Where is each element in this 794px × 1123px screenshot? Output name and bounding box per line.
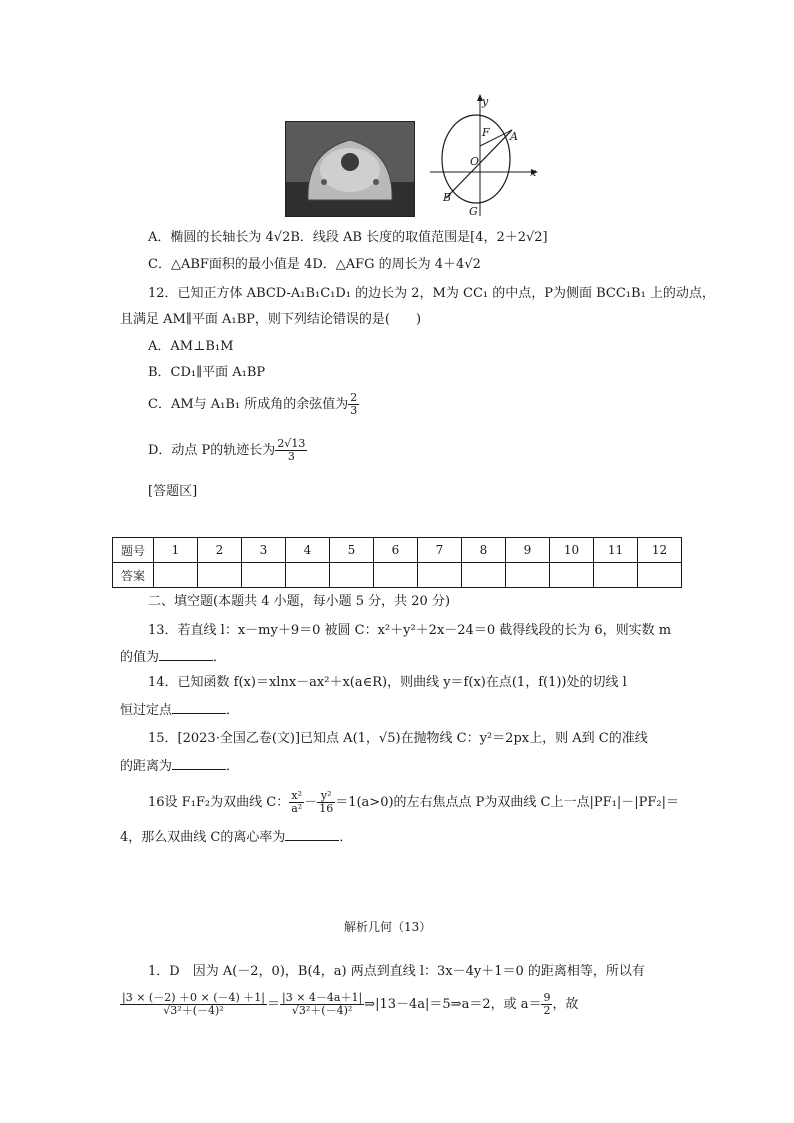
q11-option-c: C．△ABF面积的最小值是 4 xyxy=(148,257,313,272)
solution1-middle: ⇒|13－4a|＝5⇒a＝2，或 a＝ xyxy=(364,997,542,1012)
table-row xyxy=(113,563,682,588)
q14-line1: 14．已知函数 f(x)＝xlnx－ax²＋x(a∈R)，则曲线 y＝f(x)在点(1，f(1))处的切线 l xyxy=(148,675,627,690)
answer-table xyxy=(112,537,682,588)
answer-cell[interactable] xyxy=(198,563,242,588)
fraction-denominator: 3 xyxy=(350,404,358,417)
question-number: 8 xyxy=(462,538,506,563)
q11-option-b: B．线段 AB 长度的取值范围是[4，2＋2√2] xyxy=(290,230,548,245)
q16-line2 xyxy=(120,828,352,847)
answer-cell[interactable] xyxy=(594,563,638,588)
fraction-denominator: √3²＋(－4)² xyxy=(163,1004,224,1017)
answer-cell[interactable] xyxy=(154,563,198,588)
q12-option-b: B．CD₁∥平面 A₁BP xyxy=(148,365,266,380)
table-row xyxy=(113,538,682,563)
answer-blank[interactable] xyxy=(159,648,213,661)
answer-cell[interactable] xyxy=(418,563,462,588)
q11-option-a: A．椭圆的长轴长为 4√2 xyxy=(148,230,291,245)
question-number: 1 xyxy=(154,538,198,563)
section2-title: 二、填空题(本题共 4 小题，每小题 5 分，共 20 分) xyxy=(148,594,451,609)
question-number: 4 xyxy=(286,538,330,563)
question-number: 12 xyxy=(638,538,682,563)
q14-prompt: 恒过定点 xyxy=(120,703,173,718)
fraction-numerator: y² xyxy=(317,790,335,803)
q16-prefix: 16设 F₁F₂为双曲线 C： xyxy=(148,795,290,810)
q13-line1: 13．若直线 l：x－my＋9＝0 被圆 C：x²＋y²＋2x－24＝0 截得线段的长为 6，则实数 m xyxy=(148,623,672,638)
q12-option-d-text: D．动点 P的轨迹长为 xyxy=(148,443,276,458)
answer-cell[interactable] xyxy=(506,563,550,588)
axis-x-label: x xyxy=(530,166,537,179)
axis-y-label: y xyxy=(482,95,489,108)
question-number: 10 xyxy=(550,538,594,563)
q12-stem-line2: 且满足 AM∥平面 A₁BP，则下列结论错误的是( ) xyxy=(120,312,422,327)
analysis-title: 解析几何（13） xyxy=(344,920,432,934)
q16-fraction-x xyxy=(289,790,304,815)
fraction-numerator: x² xyxy=(289,790,304,803)
solution1-end: ，故 xyxy=(552,997,579,1012)
solution1-fraction-1 xyxy=(120,992,267,1017)
answer-blank[interactable] xyxy=(172,757,226,770)
fraction-numerator: |3 × (－2) ＋0 × (－4) ＋1| xyxy=(122,991,265,1004)
solution1-line1: 1．D 因为 A(－2，0)，B(4，a) 两点到直线 l：3x－4y＋1＝0 的距离相等，所以有 xyxy=(148,964,645,979)
fraction-numerator: 2 xyxy=(350,391,358,404)
answer-cell[interactable] xyxy=(330,563,374,588)
q16-minus: － xyxy=(304,795,318,810)
q15-prompt: 的距离为 xyxy=(120,759,173,774)
solution1-fraction-2 xyxy=(280,992,364,1017)
q11-option-d: D．△AFG 的周长为 4＋4√2 xyxy=(312,257,481,272)
fraction-denominator: 16 xyxy=(319,802,334,815)
q12-option-a: A．AM⊥B₁M xyxy=(148,339,234,354)
fraction-numerator: 2√13 xyxy=(277,437,306,450)
point-G-label: G xyxy=(469,205,478,218)
question-number: 5 xyxy=(330,538,374,563)
fraction-denominator: √3²＋(－4)² xyxy=(291,1004,353,1017)
answer-area-label: [答题区] xyxy=(148,484,198,499)
period: ． xyxy=(226,703,240,718)
equals-sign: ＝ xyxy=(266,997,280,1012)
fraction-denominator: 2 xyxy=(543,1004,551,1017)
q12-option-c xyxy=(148,392,359,417)
period: ． xyxy=(339,830,353,845)
q12-option-c-fraction xyxy=(348,392,359,417)
q13-line2 xyxy=(120,648,226,667)
q12-option-c-text: C．AM与 A₁B₁ 所成角的余弦值为 xyxy=(148,397,349,412)
q15-line1: 15．[2023·全国乙卷(文)]已知点 A(1，√5)在抛物线 C：y²＝2px上，则 A到 C的准线 xyxy=(148,731,648,746)
answer-cell[interactable] xyxy=(286,563,330,588)
q13-prompt: 的值为 xyxy=(120,650,160,665)
q16-line1 xyxy=(148,790,679,815)
q16-prompt: 4，那么双曲线 C的离心率为 xyxy=(120,830,286,845)
question-number: 2 xyxy=(198,538,242,563)
answer-header: 答案 xyxy=(113,563,154,588)
q12-option-d xyxy=(148,438,307,463)
point-F-label: F xyxy=(482,126,490,139)
question-number: 11 xyxy=(594,538,638,563)
q12-stem-line1: 12．已知正方体 ABCD-A₁B₁C₁D₁ 的边长为 2，M为 CC₁ 的中点，P为侧面 BCC₁B₁ 上的动点， xyxy=(148,286,715,301)
question-number: 7 xyxy=(418,538,462,563)
answer-blank[interactable] xyxy=(172,701,226,714)
answer-cell[interactable] xyxy=(638,563,682,588)
fraction-numerator: |3 × 4－4a＋1| xyxy=(282,991,363,1004)
q16-suffix: ＝1(a>0)的左右焦点点 P为双曲线 C上一点|PF₁|－|PF₂|＝ xyxy=(335,795,679,810)
point-O-label: O xyxy=(470,155,480,168)
question-number: 9 xyxy=(506,538,550,563)
fraction-numerator: 9 xyxy=(543,991,551,1004)
point-B-label: B xyxy=(443,191,452,204)
q12-option-d-fraction xyxy=(275,438,307,463)
q14-line2 xyxy=(120,701,239,720)
q11-options-ab xyxy=(148,229,548,247)
fraction-denominator: 3 xyxy=(287,450,295,463)
period: ． xyxy=(213,650,227,665)
solution1-fraction-3 xyxy=(541,992,552,1017)
question-number: 3 xyxy=(242,538,286,563)
answer-cell[interactable] xyxy=(242,563,286,588)
q16-fraction-y xyxy=(317,790,335,815)
solution1-line2 xyxy=(120,992,579,1018)
capsule-photo xyxy=(285,121,415,217)
fraction-denominator: a² xyxy=(291,802,303,815)
answer-cell[interactable] xyxy=(550,563,594,588)
point-A-label: A xyxy=(510,130,518,143)
answer-cell[interactable] xyxy=(374,563,418,588)
q15-line2 xyxy=(120,757,239,776)
question-number-header: 题号 xyxy=(113,538,154,563)
answer-blank[interactable] xyxy=(285,828,339,841)
q11-options-cd xyxy=(148,256,481,274)
question-number: 6 xyxy=(374,538,418,563)
answer-cell[interactable] xyxy=(462,563,506,588)
period: ． xyxy=(226,759,240,774)
